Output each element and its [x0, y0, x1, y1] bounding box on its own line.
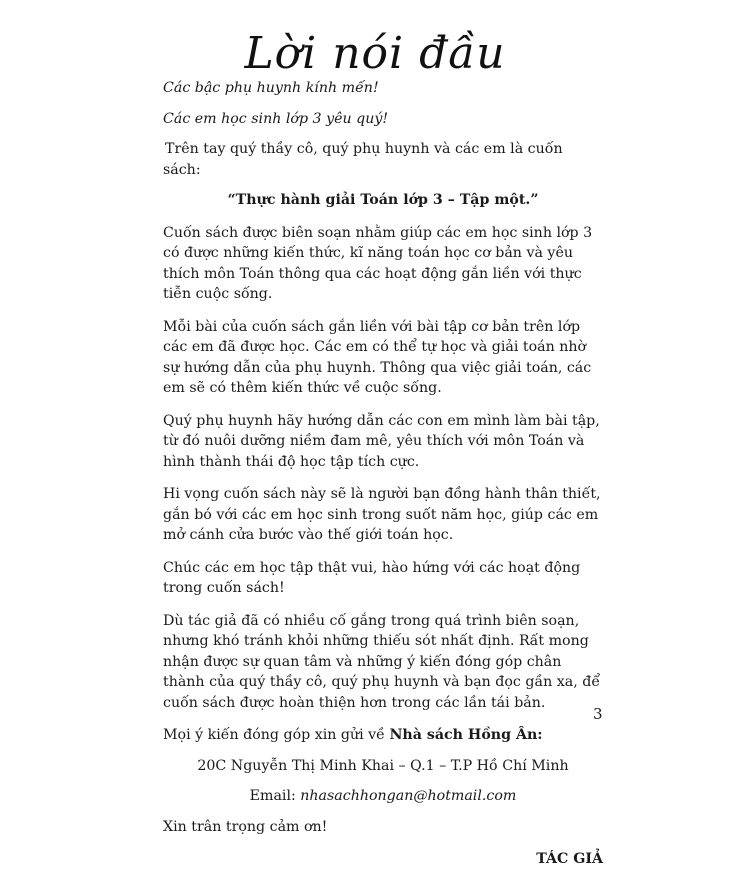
publisher-name: Nhà sách Hồng Ân: — [389, 727, 543, 743]
email-line — [163, 786, 603, 807]
email-label: Email: — [249, 788, 301, 804]
paragraph: Quý phụ huynh hãy hướng dẫn các con em mình làm bài tập, từ đó nuôi dưỡng niềm đam mê, yêu thích với môn Toán và hình thành thái độ học tập tích cực. — [163, 412, 600, 470]
book-title: “Thực hành giải Toán lớp 3 – Tập một.” — [227, 192, 539, 208]
paragraph: Dù tác giả đã có nhiều cố gắng trong quá trình biên soạn, nhưng khó tránh khỏi những thiếu sót nhất định. Rất mong nhận được sự quan tâm và những ý kiến đóng góp chân thành của quý thầy cô, quý phụ huynh và bạn đọc gần xa, để cuốn sách được hoàn thiện hơn trong các lần tái bản. — [163, 612, 601, 711]
contact-line — [163, 725, 603, 746]
paragraph: Mỗi bài của cuốn sách gắn liền với bài tập cơ bản trên lớp các em đã được học. Các em có thể tự học và giải toán nhờ sự hướng dẫn của phụ huynh. Thông qua việc giải toán, các em sẽ có thêm kiến thức về cuộc sống. — [163, 318, 592, 396]
author-signature: TÁC GIẢ — [536, 851, 603, 867]
greeting-students: Các em học sinh lớp 3 yêu quý! — [163, 110, 389, 127]
paragraph: Hi vọng cuốn sách này sẽ là người bạn đồng hành thân thiết, gắn bó với các em học sinh trong suốt năm học, giúp các em mở cánh cửa bước vào thế giới toán học. — [163, 486, 601, 543]
paragraph: Cuốn sách được biên soạn nhằm giúp các em học sinh lớp 3 có được những kiến thức, kĩ năng toán học cơ bản và yêu thích môn Toán thông qua các hoạt động gắn liền với thực tiễn cuộc sống. — [163, 224, 593, 302]
email-address: nhasachhongan@hotmail.com — [300, 788, 517, 804]
document-body — [163, 78, 603, 870]
address-line: 20C Nguyễn Thị Minh Khai – Q.1 – T.P Hồ Chí Minh — [197, 757, 569, 774]
page-number: 3 — [593, 705, 603, 723]
greeting-parents: Các bậc phụ huynh kính mến! — [163, 80, 379, 96]
paragraph: Chúc các em học tập thật vui, hào hứng với các hoạt động trong cuốn sách! — [163, 559, 581, 596]
intro-line: Trên tay quý thầy cô, quý phụ huynh và các em là cuốn sách: — [163, 141, 563, 178]
contact-intro: Mọi ý kiến đóng góp xin gửi về — [163, 727, 390, 743]
closing-line: Xin trân trọng cảm ơn! — [163, 818, 328, 835]
page-title: Lời nói đầu — [244, 28, 506, 79]
